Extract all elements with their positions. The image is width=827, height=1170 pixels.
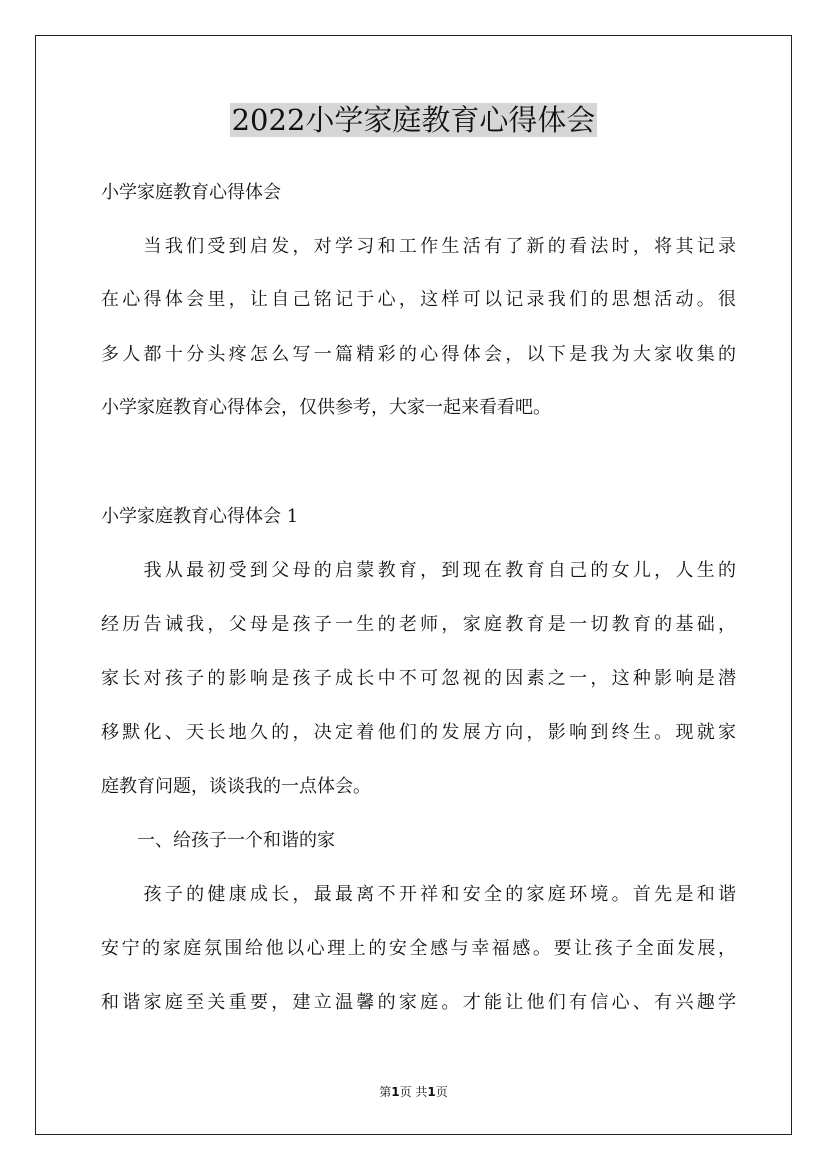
paragraph-line: 孩子的健康成长，最最离不开祥和安全的家庭环境。首先是和谐: [101, 884, 736, 905]
footer-mid: 页 共: [399, 1085, 428, 1099]
paragraph-line: 安宁的家庭氛围给他以心理上的安全感与幸福感。要让孩子全面发展，: [101, 938, 736, 959]
paragraph-line: 当我们受到启发，对学习和工作生活有了新的看法时，将其记录: [101, 236, 736, 257]
footer-total-pages: 1: [427, 1085, 436, 1099]
paragraph-line: 多人都十分头疼怎么写一篇精彩的心得体会，以下是我为大家收集的: [101, 344, 736, 365]
subtitle: 小学家庭教育心得体会: [101, 182, 281, 203]
document-title: [0, 100, 827, 140]
paragraph-line: 我从最初受到父母的启蒙教育，到现在教育自己的女儿，人生的: [101, 560, 736, 581]
footer-suffix: 页: [435, 1085, 448, 1099]
footer-prefix: 第: [379, 1085, 392, 1099]
paragraph-line: 在心得体会里，让自己铭记于心，这样可以记录我们的思想活动。很: [101, 289, 736, 310]
document-title-text: 2022小学家庭教育心得体会: [231, 103, 596, 137]
page-footer: [0, 1084, 827, 1100]
paragraph-line: 移默化、天长地久的，决定着他们的发展方向，影响到终生。现就家: [101, 722, 736, 743]
footer-page-number: 1: [391, 1085, 400, 1099]
subsection-heading: 一、给孩子一个和谐的家: [101, 830, 335, 851]
paragraph-line: 和谐家庭至关重要，建立温馨的家庭。才能让他们有信心、有兴趣学: [101, 992, 736, 1013]
paragraph-line: 小学家庭教育心得体会，仅供参考，大家一起来看看吧。: [101, 397, 551, 418]
paragraph-line: 经历告诫我，父母是孩子一生的老师，家庭教育是一切教育的基础，: [101, 614, 736, 635]
paragraph-line: 庭教育问题，谈谈我的一点体会。: [101, 776, 371, 797]
section-heading: 小学家庭教育心得体会 1: [101, 506, 299, 527]
paragraph-line: 家长对孩子的影响是孩子成长中不可忽视的因素之一，这种影响是潜: [101, 668, 736, 689]
